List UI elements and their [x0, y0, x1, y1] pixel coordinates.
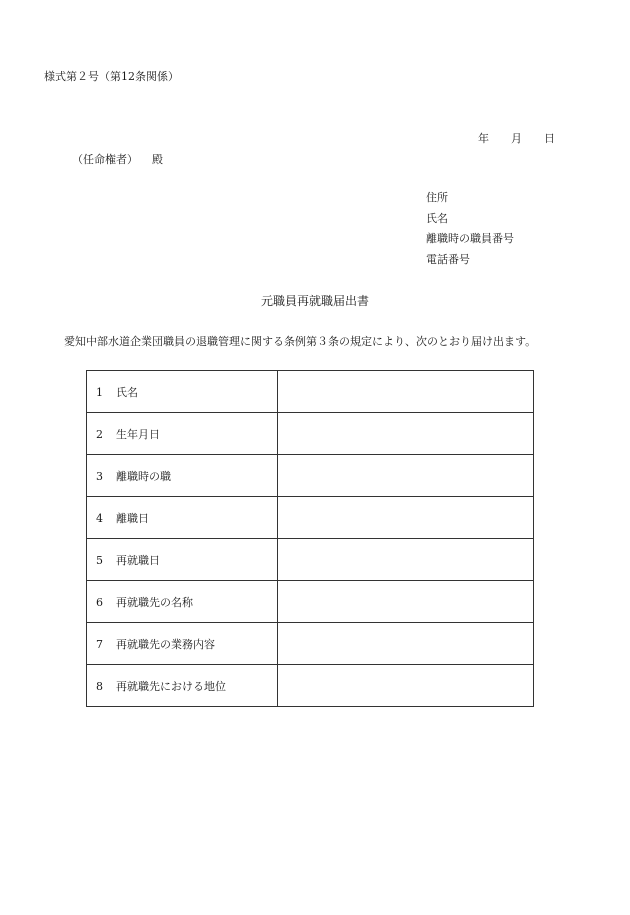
table-row: [87, 581, 534, 623]
item-number: 2: [96, 427, 103, 441]
item-label-cell: [87, 413, 278, 455]
item-label-cell: [87, 371, 278, 413]
item-value-cell[interactable]: [278, 539, 534, 581]
item-value-cell[interactable]: [278, 371, 534, 413]
item-label: 離職日: [116, 511, 149, 525]
applicant-name-label: 氏名: [426, 211, 448, 225]
item-number: 5: [96, 553, 103, 567]
item-label-cell: [87, 581, 278, 623]
items-table: [86, 370, 534, 707]
item-label-cell: [87, 623, 278, 665]
appointing-authority: （任命権者）: [72, 153, 138, 166]
applicant-staff-number-label: 離職時の職員番号: [426, 232, 514, 245]
item-value-cell[interactable]: [278, 623, 534, 665]
applicant-block: [426, 191, 514, 273]
item-value-cell[interactable]: [278, 665, 534, 707]
item-label: 再就職日: [116, 553, 160, 567]
item-label-cell: [87, 497, 278, 539]
date-line: [478, 130, 555, 146]
item-number: 1: [96, 385, 103, 399]
applicant-phone-label: 電話番号: [426, 252, 470, 266]
document-title: 元職員再就職届出書: [260, 294, 369, 308]
table-row: [87, 539, 534, 581]
item-number: 3: [96, 469, 103, 483]
item-number: 8: [96, 679, 103, 693]
item-value-cell[interactable]: [278, 581, 534, 623]
item-label-cell: [87, 539, 278, 581]
item-label: 生年月日: [116, 427, 160, 441]
item-label: 離職時の職: [116, 469, 171, 483]
item-label: 再就職先の名称: [116, 595, 193, 609]
addressee: [72, 151, 163, 167]
item-label: 氏名: [116, 385, 138, 399]
item-number: 6: [96, 595, 103, 609]
table-row: [87, 623, 534, 665]
date-year: 年: [478, 132, 489, 145]
form-number: 様式第２号（第12条関係）: [44, 70, 179, 83]
intro-statement: 愛知中部水道企業団職員の退職管理に関する条例第３条の規定により、次のとおり届け出ます。: [64, 335, 537, 348]
applicant-address-label: 住所: [426, 191, 448, 204]
table-row: [87, 413, 534, 455]
date-day: 日: [544, 132, 555, 145]
item-label-cell: [87, 665, 278, 707]
item-number: 7: [96, 637, 103, 651]
item-value-cell[interactable]: [278, 413, 534, 455]
item-label: 再就職先の業務内容: [116, 637, 215, 651]
table-row: [87, 455, 534, 497]
table-row: [87, 497, 534, 539]
item-label-cell: [87, 455, 278, 497]
table-row: [87, 665, 534, 707]
item-number: 4: [96, 511, 103, 525]
item-label: 再就職先における地位: [116, 679, 226, 693]
item-value-cell[interactable]: [278, 455, 534, 497]
item-value-cell[interactable]: [278, 497, 534, 539]
date-month: 月: [511, 132, 522, 145]
honorific: 殿: [152, 153, 163, 166]
table-row: [87, 371, 534, 413]
